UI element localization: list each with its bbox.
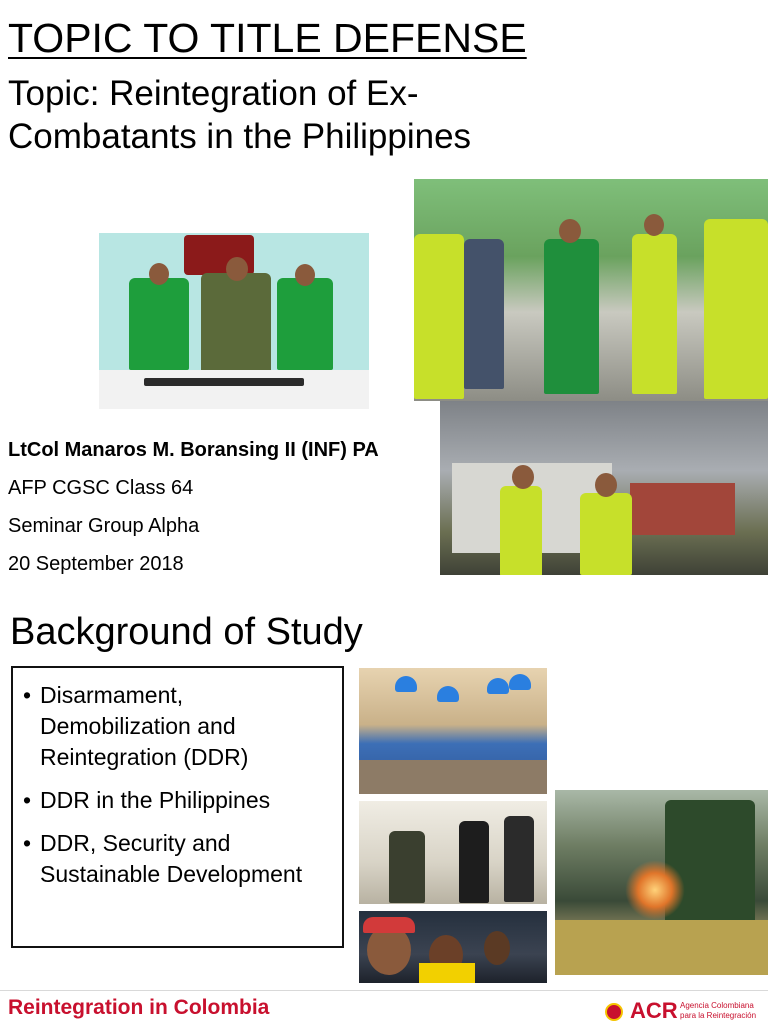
topic-text: Reintegration of Ex-Combatants in the Philippines <box>8 74 472 156</box>
acr-seal-icon <box>605 1003 623 1021</box>
bullet-item: • DDR in the Philippines <box>23 785 332 816</box>
acr-logo-subtitle: Agencia Colombiana para la Reintegración <box>680 1001 757 1020</box>
bullet-box <box>11 666 344 948</box>
slide-title: TOPIC TO TITLE DEFENSE <box>8 15 527 61</box>
weapons-table <box>99 370 369 409</box>
shipping-container <box>630 483 735 535</box>
presenter-name: LtCol Manaros M. Boransing II (INF) PA <box>8 439 379 461</box>
presenter-info <box>8 431 379 583</box>
bullet-item: • Disarmament, Demobilization and Reintegration (DDR) <box>23 680 332 773</box>
topic-heading <box>8 72 528 158</box>
photo-workshop-training <box>359 668 547 794</box>
photo-crowd <box>359 911 547 983</box>
photo-truck-inspection <box>440 401 768 575</box>
presentation-date: 20 September 2018 <box>8 553 184 575</box>
acr-logo-text: ACR <box>630 998 678 1023</box>
photo-warehouse-workers <box>359 801 547 904</box>
photo-decommissioning-line <box>414 179 768 401</box>
bullet-item: • DDR, Security and Sustainable Development <box>23 828 332 890</box>
presenter-group: Seminar Group Alpha <box>8 515 200 537</box>
topic-label: Topic: <box>8 74 110 113</box>
photo-surrendered-combatants <box>99 233 369 409</box>
footer-title: Reintegration in Colombia <box>8 996 270 1019</box>
presenter-course: AFP CGSC Class 64 <box>8 477 194 499</box>
background-title: Background of Study <box>10 611 363 653</box>
bullet-list <box>13 668 342 890</box>
photo-welding <box>555 790 768 975</box>
